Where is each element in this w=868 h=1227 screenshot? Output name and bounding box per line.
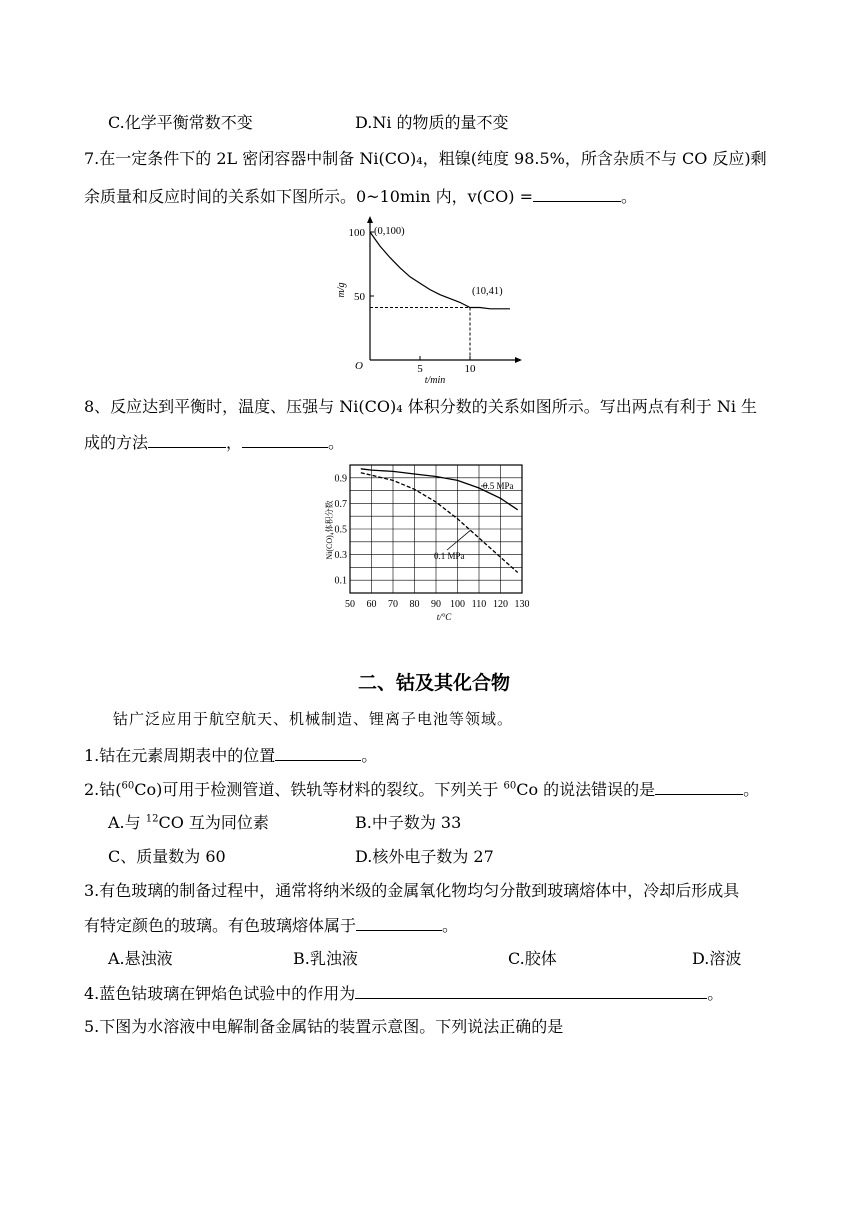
chart2-ytick-label: 0.9	[334, 473, 347, 485]
s2-q2-end: 。	[743, 780, 760, 799]
q8-line1: 8、反应达到平衡时，温度、压强与 Ni(CO)₄ 体积分数的关系如图所示。写出两点有利于 Ni 生	[84, 397, 758, 416]
q6-option-c: C.化学平衡常数不变	[108, 113, 253, 132]
s2-q3-end: 。	[442, 916, 459, 935]
chart1-ylabel: m/g	[336, 282, 347, 298]
q8-end: 。	[328, 433, 345, 452]
s2-q3-answer-blank[interactable]	[356, 915, 442, 931]
s2-q2-answer-blank[interactable]	[655, 779, 743, 795]
s2-q2-option-a-pre: A.与	[108, 813, 146, 832]
chart2-xtick-label: 80	[409, 599, 420, 610]
s2-q3-option-c: C.胶体	[508, 949, 557, 968]
q7-line2	[84, 186, 637, 207]
chart2-label-leader-01mpa	[447, 530, 470, 550]
chart2-ylabel: Ni(CO)₄体积分数	[325, 500, 334, 560]
s2-q4-end: 。	[707, 984, 724, 1003]
s2-q3-option-d: D.溶波	[692, 949, 742, 968]
s2-q2	[84, 779, 759, 800]
chart1-xtick-label: 5	[417, 363, 423, 375]
chart2-ytick-label: 0.1	[334, 575, 347, 587]
chart2-xtick-label: 100	[450, 599, 465, 610]
chart2-series-label-05mpa: 0.5 MPa	[483, 481, 514, 491]
mass-time-chart	[330, 212, 530, 387]
chart2-xtick-label: 120	[493, 599, 508, 610]
s2-q3-line1: 3.有色玻璃的制备过程中，通常将纳米级的金属氧化物均匀分散到玻璃熔体中，冷却后形成具	[84, 881, 740, 900]
s2-q2-option-c: C、质量数为 60	[108, 847, 226, 866]
chart2-ytick-label: 0.5	[334, 524, 347, 536]
section-2-title: 二、钴及其化合物	[357, 672, 510, 694]
chart2-series-label-01mpa: 0.1 MPa	[434, 551, 465, 561]
q7-answer-blank[interactable]	[533, 186, 621, 202]
chart2-ytick-label: 0.7	[334, 498, 347, 510]
s2-q2-mass-number-2: 60	[503, 780, 517, 792]
q8-line2	[84, 432, 344, 453]
chart2-xtick-label: 110	[471, 599, 487, 610]
q8-separator: ，	[226, 433, 243, 452]
s2-q2-text-c: Co 的说法错误的是	[516, 780, 656, 799]
s2-q2-text-a: 2.钴(	[84, 780, 122, 799]
q7-line1: 7.在一定条件下的 2L 密闭容器中制备 Ni(CO)₄，粗镍(纯度 98.5%，所含杂质不与 CO 反应)剩	[84, 149, 767, 168]
q6-option-d: D.Ni 的物质的量不变	[355, 113, 509, 132]
chart2-xtick-label: 90	[431, 599, 441, 610]
s2-q2-mass-number-1: 60	[121, 780, 135, 792]
s2-q3-line2-text: 有特定颜色的玻璃。有色玻璃熔体属于	[84, 916, 357, 935]
chart2-xtick-label: 70	[388, 599, 398, 610]
chart2-xtick-label: 50	[345, 599, 355, 610]
chart1-origin-label: O	[355, 360, 363, 372]
s2-q4-answer-blank[interactable]	[355, 983, 707, 999]
s2-q2-option-b: B.中子数为 33	[355, 813, 462, 832]
s2-q3-line2	[84, 915, 458, 936]
s2-q1	[84, 745, 377, 766]
chart1-xlabel: t/min	[424, 375, 446, 386]
s2-q2-option-a-post: CO 互为同位素	[158, 813, 269, 832]
chart1-ytick-label: 50	[354, 291, 365, 303]
s2-q1-text: 1.钴在元素周期表中的位置	[84, 746, 276, 765]
q8-answer-blank-1[interactable]	[148, 432, 226, 448]
q8-line2-text: 成的方法	[84, 433, 149, 452]
volume-fraction-chart	[326, 460, 536, 625]
chart1-annotation-start: (0,100)	[374, 226, 405, 237]
chart2-ytick-label: 0.3	[334, 550, 347, 562]
q7-line2-text: 余质量和反应时间的关系如下图所示。0~10min 内，v(CO) =	[84, 187, 534, 206]
s2-q2-option-a-sup: 12	[145, 813, 159, 825]
q8-answer-blank-2[interactable]	[242, 432, 328, 448]
s2-q4	[84, 983, 723, 1004]
section-2-intro: 钴广泛应用于航空航天、机械制造、锂离子电池等领域。	[113, 710, 514, 728]
s2-q1-end: 。	[361, 746, 378, 765]
s2-q2-option-a	[108, 813, 269, 833]
chart1-series-line	[370, 232, 510, 309]
chart1-annotation-end: (10,41)	[472, 286, 503, 297]
chart2-xtick-label: 60	[366, 599, 377, 610]
s2-q3-option-b: B.乳浊液	[293, 949, 358, 968]
s2-q4-text: 4.蓝色钴玻璃在钾焰色试验中的作用为	[84, 984, 356, 1003]
q7-end: 。	[621, 187, 638, 206]
s2-q1-answer-blank[interactable]	[275, 745, 361, 761]
s2-q2-option-d: D.核外电子数为 27	[355, 847, 494, 866]
chart2-xlabel: t/°C	[436, 612, 452, 622]
chart1-ytick-label: 100	[348, 227, 365, 239]
chart1-xtick-label: 10	[464, 363, 476, 375]
chart2-xtick-label: 130	[514, 599, 530, 610]
s2-q2-text-b: Co)可用于检测管道、铁轨等材料的裂纹。下列关于	[134, 780, 504, 799]
s2-q3-option-a: A.悬浊液	[108, 949, 173, 968]
s2-q5: 5.下图为水溶液中电解制备金属钴的装置示意图。下列说法正确的是	[84, 1017, 564, 1036]
